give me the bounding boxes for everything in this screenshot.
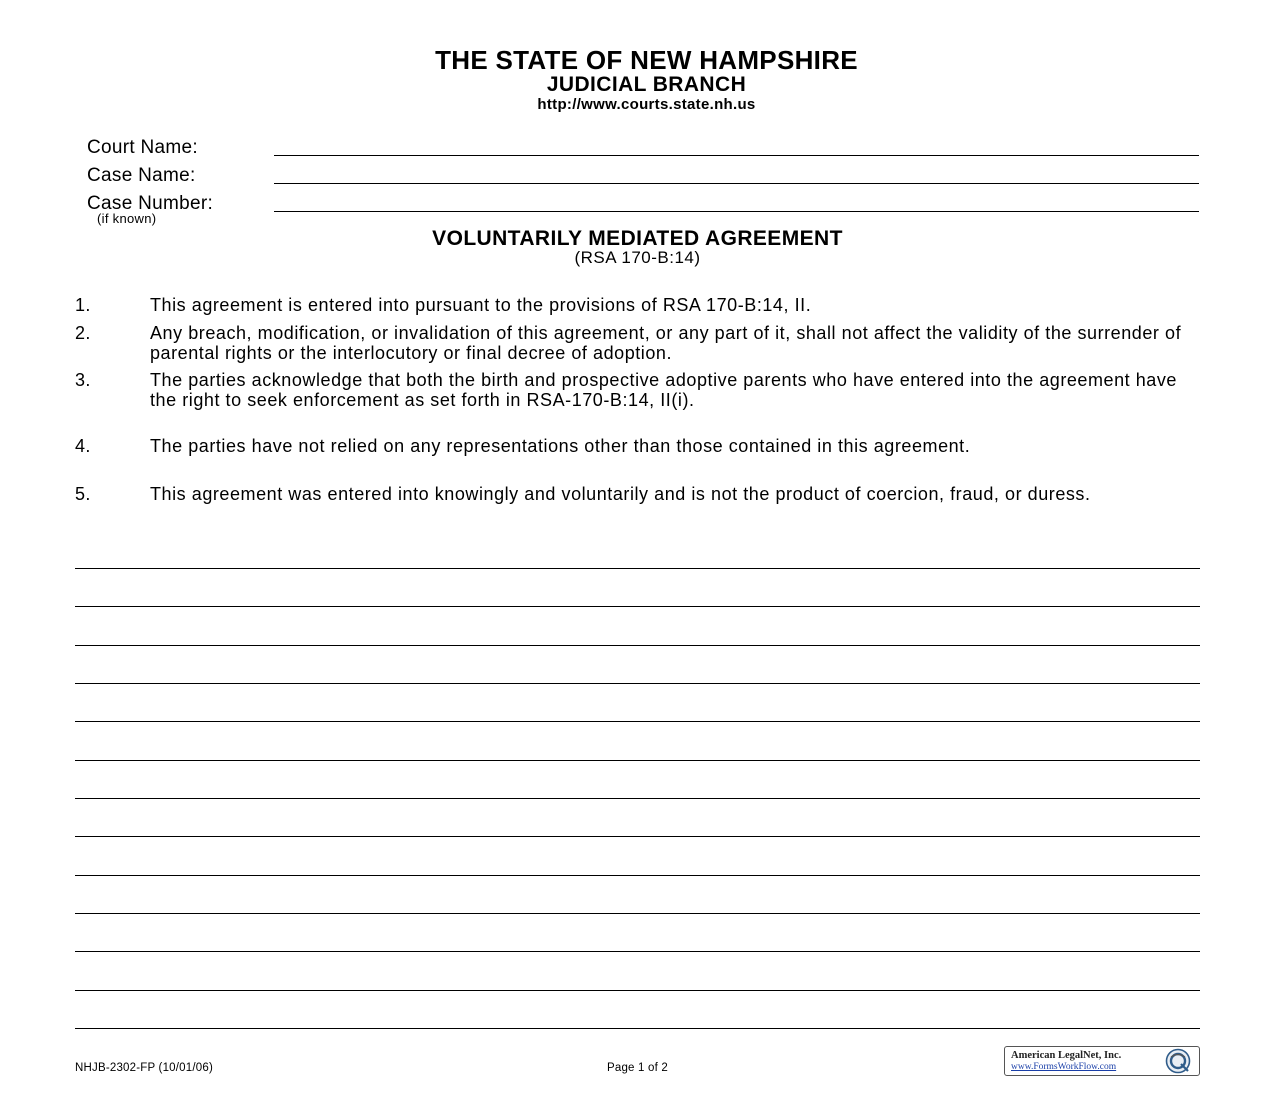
clause-text: This agreement is entered into pursuant to the provisions of RSA 170-B:14, II. [150,295,812,315]
document-title: VOLUNTARILY MEDIATED AGREEMENT [432,227,843,250]
clause-text: The parties have not relied on any representations other than those contained in this agreement. [150,436,971,456]
form-id: NHJB-2302-FP (10/01/06) [75,1062,213,1074]
case-number-note: (if known) [97,211,157,226]
clause-text: This agreement was entered into knowingly and voluntarily and is not the product of coercion, fraud, or duress. [150,484,1091,504]
blank-line[interactable] [75,798,1200,799]
clause-number: 1. [75,295,91,315]
blank-line[interactable] [75,760,1200,761]
case-name-label: Case Name: [87,165,196,186]
case-number-field[interactable] [274,211,1199,212]
court-header-title: THE STATE OF NEW HAMPSHIRE [435,45,858,75]
blank-line[interactable] [75,645,1200,646]
court-name-field[interactable] [274,155,1199,156]
case-number-label: Case Number: [87,193,214,214]
blank-line[interactable] [75,683,1200,684]
globe-icon [1165,1048,1191,1074]
page-number: Page 1 of 2 [606,1062,669,1074]
clause-text: The parties acknowledge that both the birth and prospective adoptive parents who have entered into the agreement have the right to seek enforcement as set forth in RSA-170-B:14, II(i). [150,370,1177,410]
court-website-link[interactable]: http://www.courts.state.nh.us [537,96,756,113]
vendor-name: American LegalNet, Inc. [1011,1050,1122,1061]
clause-text: Any breach, modification, or invalidation of this agreement, or any part of it, shall not affect the validity of the surrender of parental rights or the interlocutory or final decree of adoption. [150,323,1182,363]
blank-line[interactable] [75,1028,1200,1029]
vendor-logo[interactable] [1004,1046,1200,1076]
blank-line[interactable] [75,836,1200,837]
clause-number: 2. [75,323,91,343]
document-subtitle: (RSA 170-B:14) [574,248,701,267]
blank-line[interactable] [75,990,1200,991]
court-name-label: Court Name: [87,137,199,158]
court-branch-title: JUDICIAL BRANCH [546,73,747,96]
clause-number: 4. [75,436,91,456]
blank-line[interactable] [75,951,1200,952]
blank-line[interactable] [75,875,1200,876]
blank-line[interactable] [75,568,1200,569]
blank-line[interactable] [75,913,1200,914]
blank-line[interactable] [75,606,1200,607]
blank-line[interactable] [75,721,1200,722]
vendor-link[interactable]: www.FormsWorkFlow.com [1011,1062,1117,1072]
clause-number: 5. [75,484,91,504]
case-name-field[interactable] [274,183,1199,184]
clause-number: 3. [75,370,91,390]
